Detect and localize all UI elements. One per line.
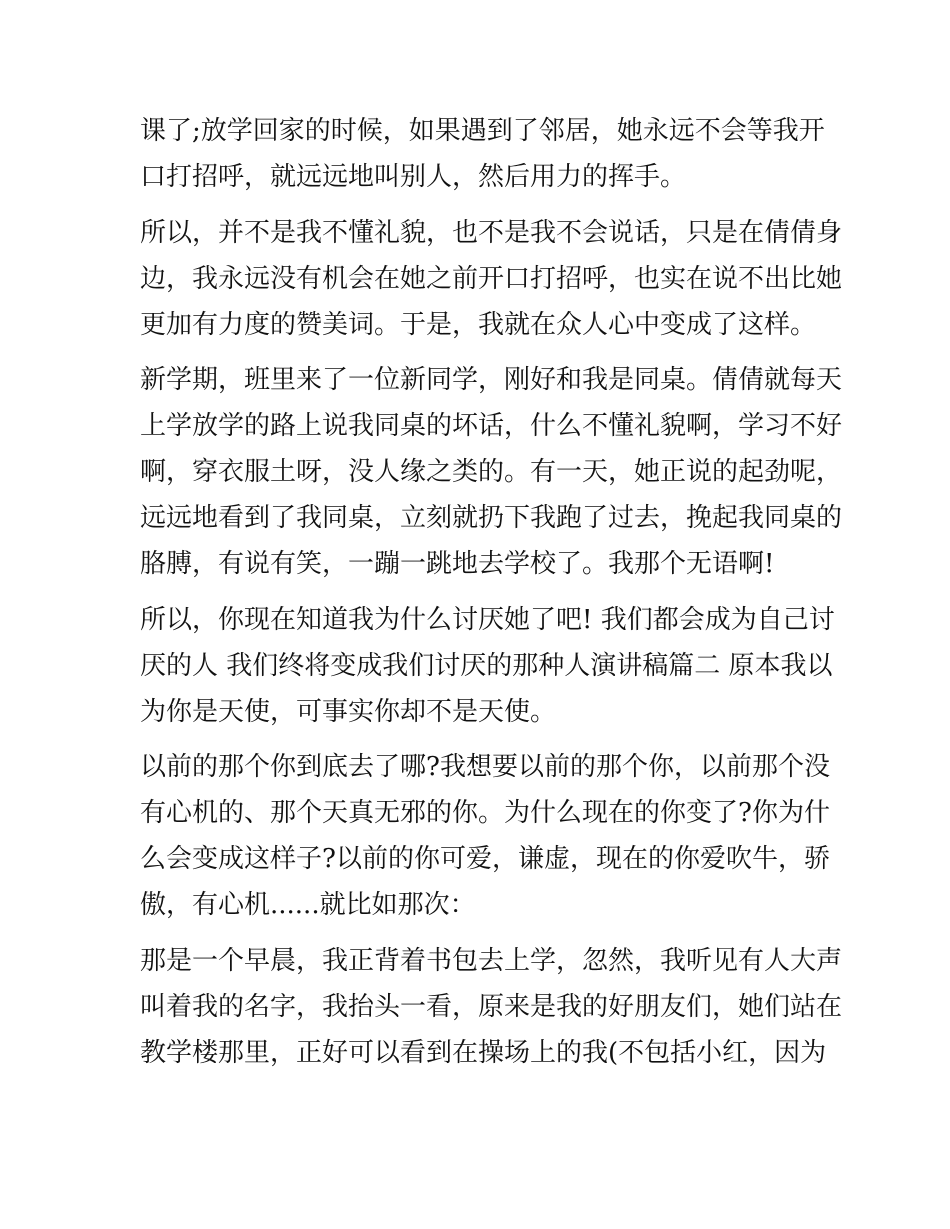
text-line: 口打招呼，就远远地叫别人，然后用力的挥手。 [140, 162, 687, 192]
paragraph-3 [140, 357, 843, 587]
text-line: 新学期，班里来了一位新同学，刚好和我是同桌。倩倩就每天 [140, 365, 843, 395]
text-line: 胳膊，有说有笑，一蹦一跳地去学校了。我那个无语啊! [140, 549, 775, 579]
text-line: 课了;放学回家的时候，如果遇到了邻居，她永远不会等我开 [140, 116, 825, 146]
paragraph-1 [140, 108, 825, 200]
text-line: 叫着我的名字，我抬头一看，原来是我的好朋友们，她们站在 [140, 991, 843, 1022]
text-line: 以前的那个你到底去了哪?我想要以前的那个你，以前那个没 [140, 752, 830, 782]
text-line: 那是一个早晨，我正背着书包去上学，忽然，我听见有人大声 [140, 945, 843, 976]
text-line: 边，我永远没有机会在她之前开口打招呼，也实在说不出比她 [140, 263, 843, 294]
text-line: 所以，并不是我不懂礼貌，也不是我不会说话，只是在倩倩身 [140, 217, 843, 248]
paragraph-4 [140, 597, 835, 735]
paragraph-6 [140, 938, 843, 1076]
text-line: 厌的人 我们终将变成我们讨厌的那种人演讲稿篇二 原本我以 [140, 650, 833, 681]
text-line: 所以，你现在知道我为什么讨厌她了吧! 我们都会成为自己讨 [140, 604, 835, 635]
text-line: 教学楼那里，正好可以看到在操场上的我(不包括小红，因为 [140, 1037, 827, 1068]
text-line: 为你是天使，可事实你却不是天使。 [140, 696, 557, 727]
text-line: 傲，有心机......就比如那次： [140, 890, 476, 920]
text-line: 远远地看到了我同桌，立刻就扔下我跑了过去，挽起我同桌的 [140, 503, 843, 533]
text-line: 么会变成这样子?以前的你可爱，谦虚，现在的你爱吹牛，骄 [140, 844, 830, 874]
text-line: 更加有力度的赞美词。于是，我就在众人心中变成了这样。 [140, 309, 817, 340]
text-line: 啊，穿衣服土呀，没人缘之类的。有一天，她正说的起劲呢， [140, 457, 843, 487]
text-line: 上学放学的路上说我同桌的坏话，什么不懂礼貌啊，学习不好 [140, 411, 843, 441]
paragraph-2 [140, 210, 843, 348]
document-body [140, 108, 843, 1076]
text-line: 有心机的、那个天真无邪的你。为什么现在的你变了?你为什 [140, 798, 830, 828]
paragraph-5 [140, 744, 830, 928]
